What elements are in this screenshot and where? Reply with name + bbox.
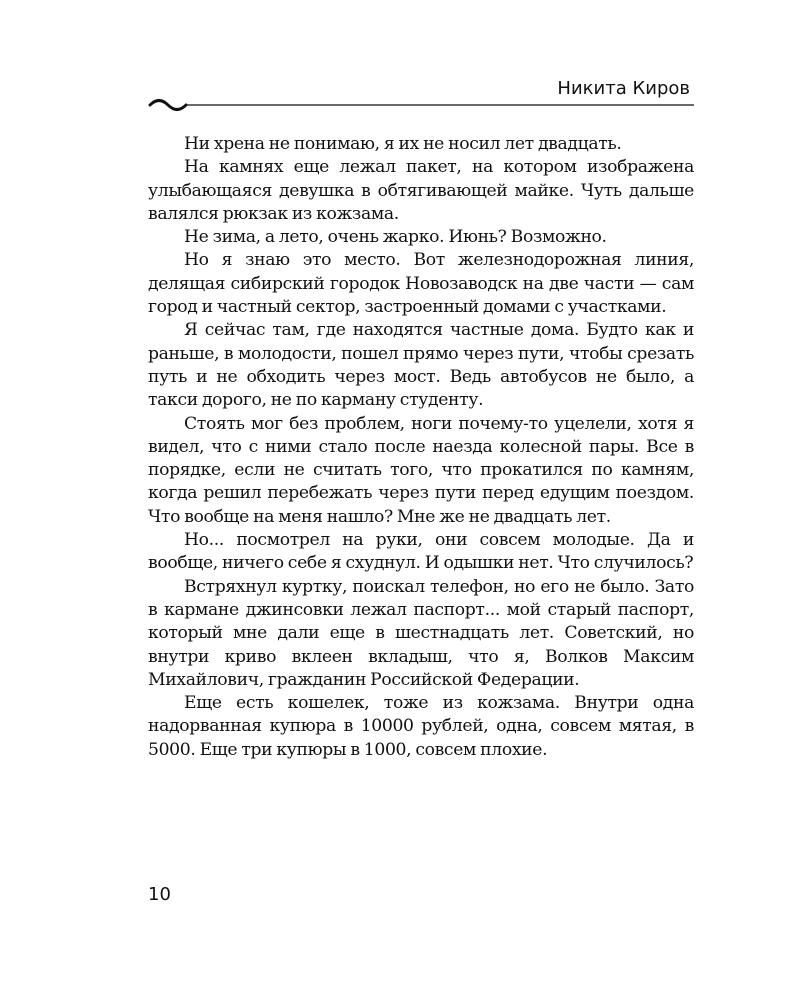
paragraph-6: Стоять мог без проблем, ноги почему-то уцелели, хотя я видел, что с ними стало после наезда колесной пары. Все в порядке, если не считать того, что прокатился по камням, когда решил перебежать через пути перед едущим поездом. Что вообще на меня нашло? Мне же не двадцать лет.	[148, 413, 694, 527]
header-rule-ornament	[148, 96, 694, 112]
running-header-author: Никита Киров	[557, 78, 690, 99]
page-number: 10	[148, 884, 171, 905]
paragraph-5: Я сейчас там, где находятся частные дома. Будто как и раньше, в молодости, пошел прямо через пути, чтобы срезать путь и не обходить через мост. Ведь автобусов не было, а такси дорого, не по карману студенту.	[148, 320, 694, 411]
paragraph-2: На камнях еще лежал пакет, на котором изображена улыбающаяся девушка в обтягивающей майке. Чуть дальше валялся рюкзак из кожзама.	[148, 157, 694, 224]
paragraph-3: Не зима, а лето, очень жарко. Июнь? Возможно.	[184, 227, 607, 248]
paragraph-7: Но... посмотрел на руки, они совсем молодые. Да и вообще, ничего себе я схуднул. И одышки нет. Что случилось?	[148, 530, 694, 574]
paragraph-4: Но я знаю это место. Вот железнодорожная линия, делящая сибирский городок Новозаводск на две части — сам город и частный сектор, застроенный домами с участками.	[148, 250, 694, 318]
paragraph-8: Встряхнул куртку, поискал телефон, но его не было. Зато в кармане джинсовки лежал паспорт... мой старый паспорт, который мне дали еще в шестнадцать лет. Советский, но внутри криво вклеен вкладыш, что я, Волков Максим Михайлович, гражданин Российской Федерации.	[148, 576, 694, 690]
wave-ornament	[150, 101, 186, 110]
paragraph-1: Ни хрена не понимаю, я их не носил лет двадцать.	[184, 134, 622, 154]
paragraph-9: Еще есть кошелек, тоже из кожзама. Внутри одна надорванная купюра в 10000 рублей, одна, совсем мятая, в 5000. Еще три купюры в 1000, совсем плохие.	[148, 693, 694, 760]
body-text	[148, 133, 694, 762]
